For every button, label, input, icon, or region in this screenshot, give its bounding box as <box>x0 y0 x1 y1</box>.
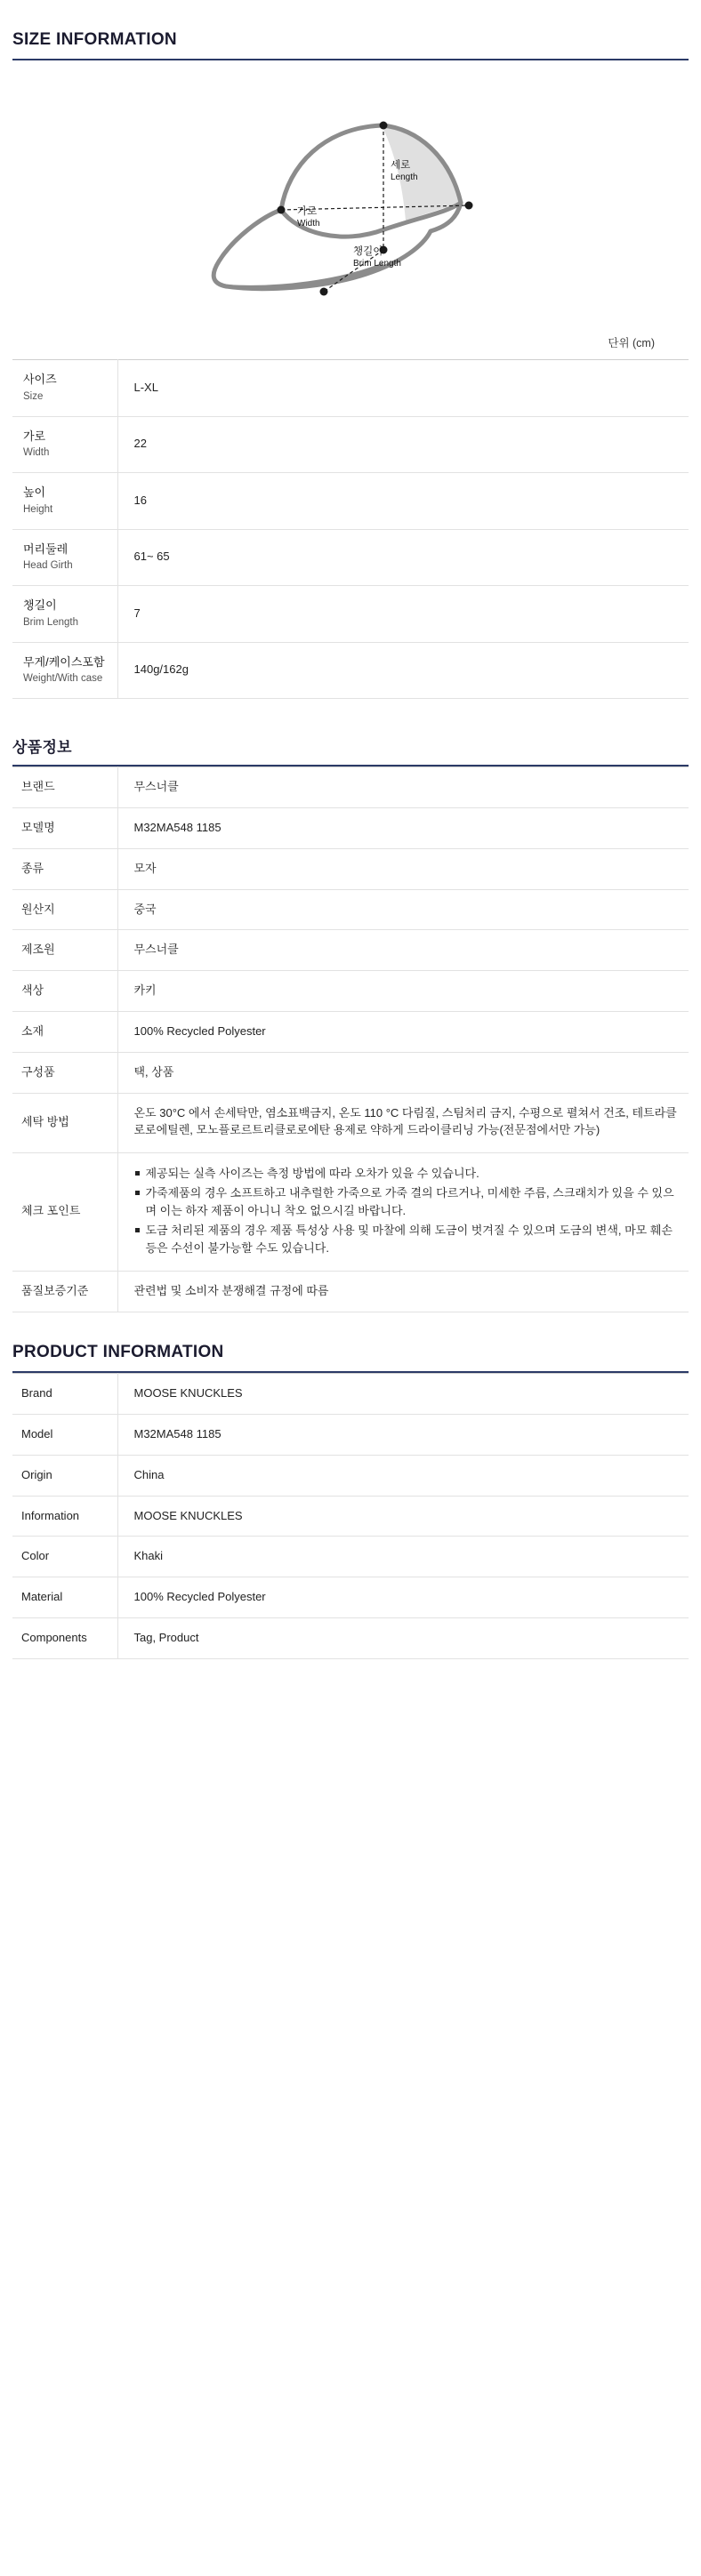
row-value: 모자 <box>117 848 689 889</box>
row-label: Color <box>12 1537 117 1577</box>
label-ko: 챙길이 <box>23 598 57 613</box>
row-label: Model <box>12 1414 117 1455</box>
table-row <box>12 1537 689 1577</box>
size-row-label <box>12 360 117 417</box>
svg-text:챙길이: 챙길이 <box>353 246 383 257</box>
table-row <box>12 848 689 889</box>
label-en: Head Girth <box>23 560 73 572</box>
row-label: 소재 <box>12 1012 117 1053</box>
row-value: China <box>117 1455 689 1496</box>
size-information-heading: SIZE INFORMATION <box>12 0 689 60</box>
product-information-heading: PRODUCT INFORMATION <box>12 1312 689 1373</box>
label-en: Size <box>23 390 44 402</box>
size-row-label <box>12 586 117 643</box>
row-value: MOOSE KNUCKLES <box>117 1374 689 1415</box>
size-row-label <box>12 642 117 699</box>
row-value: M32MA548 1185 <box>117 1414 689 1455</box>
table-row <box>12 1374 689 1415</box>
table-row <box>12 586 689 643</box>
table-row <box>12 1618 689 1659</box>
table-row <box>12 767 689 808</box>
label-ko: 사이즈 <box>23 373 57 386</box>
table-row <box>12 1414 689 1455</box>
row-value: 무스너클 <box>117 930 689 971</box>
size-row-value: 140g/162g <box>117 642 689 699</box>
svg-text:Length: Length <box>391 173 418 182</box>
row-label: 체크 포인트 <box>12 1152 117 1272</box>
size-table <box>12 359 689 699</box>
list-item: 제공되는 실측 사이즈는 측정 방법에 따라 오차가 있을 수 있습니다. <box>134 1165 679 1183</box>
row-value: 무스너클 <box>117 767 689 808</box>
row-value: 카키 <box>117 971 689 1012</box>
row-label: 원산지 <box>12 889 117 930</box>
wash-instructions: 온도 30°C 에서 손세탁만, 염소표백금지, 온도 110 °C 다림질, 스팀처리 금지, 수평으로 펼쳐서 건조, 테트라클로로에틸렌, 모노플로르트리클로로에탄 용제로 약하게 드라이클리닝 가능(전문점에서만 가능) <box>133 1105 677 1136</box>
table-row <box>12 1152 689 1272</box>
table-row <box>12 473 689 530</box>
table-row <box>12 930 689 971</box>
row-value: MOOSE KNUCKLES <box>117 1496 689 1537</box>
row-value: 100% Recycled Polyester <box>117 1577 689 1618</box>
size-row-value: 16 <box>117 473 689 530</box>
row-value: 관련법 및 소비자 분쟁해결 규정에 따름 <box>117 1272 689 1312</box>
label-ko: 높이 <box>23 486 46 500</box>
row-value: M32MA548 1185 <box>117 807 689 848</box>
table-row <box>12 971 689 1012</box>
row-label: 색상 <box>12 971 117 1012</box>
row-label: Origin <box>12 1455 117 1496</box>
svg-text:가로: 가로 <box>297 206 318 217</box>
label-ko: 머리둘레 <box>23 542 68 556</box>
table-row <box>12 360 689 417</box>
label-ko: 가로 <box>23 429 46 443</box>
svg-text:Width: Width <box>297 219 320 229</box>
table-row <box>12 889 689 930</box>
table-row <box>12 1272 689 1312</box>
cap-measurement-diagram <box>12 68 689 334</box>
row-label: 브랜드 <box>12 767 117 808</box>
table-row <box>12 416 689 473</box>
row-value: 중국 <box>117 889 689 930</box>
row-label: Information <box>12 1496 117 1537</box>
table-row <box>12 642 689 699</box>
size-row-label <box>12 416 117 473</box>
row-value: Khaki <box>117 1537 689 1577</box>
table-row <box>12 1012 689 1053</box>
row-label: 세탁 방법 <box>12 1093 117 1152</box>
label-en: Height <box>23 503 53 515</box>
size-row-value: 61~ 65 <box>117 529 689 586</box>
row-value: 택, 상품 <box>117 1053 689 1094</box>
product-info-ko-heading: 상품정보 <box>12 699 689 766</box>
list-item: 도금 처리된 제품의 경우 제품 특성상 사용 및 마찰에 의해 도금이 벗겨질 수 있으며 도금의 변색, 마모 훼손 등은 수선이 불가능할 수도 있습니다. <box>134 1222 679 1257</box>
check-point-list <box>134 1165 679 1258</box>
label-en: Brim Length <box>23 616 79 628</box>
cap-diagram-svg <box>164 68 537 334</box>
row-value <box>117 1093 689 1152</box>
table-row <box>12 1577 689 1618</box>
row-label: 모델명 <box>12 807 117 848</box>
row-label: Brand <box>12 1374 117 1415</box>
row-label: 품질보증기준 <box>12 1272 117 1312</box>
size-row-label <box>12 473 117 530</box>
size-row-label <box>12 529 117 586</box>
row-value: 100% Recycled Polyester <box>117 1012 689 1053</box>
table-row <box>12 1455 689 1496</box>
product-info-ko-table <box>12 766 689 1312</box>
label-en: Width <box>23 447 50 459</box>
svg-text:세로: 세로 <box>391 160 411 171</box>
row-label: 구성품 <box>12 1053 117 1094</box>
row-value <box>117 1152 689 1272</box>
row-label: Components <box>12 1618 117 1659</box>
row-label: 제조원 <box>12 930 117 971</box>
size-row-value: L-XL <box>117 360 689 417</box>
label-en: Weight/With case <box>23 673 103 685</box>
product-information-table <box>12 1373 689 1659</box>
size-row-value: 22 <box>117 416 689 473</box>
row-value: Tag, Product <box>117 1618 689 1659</box>
unit-note: 단위 (cm) <box>608 337 655 349</box>
size-row-value: 7 <box>117 586 689 643</box>
table-row <box>12 807 689 848</box>
table-row <box>12 1093 689 1152</box>
label-ko: 무게/케이스포함 <box>23 654 105 669</box>
list-item: 가죽제품의 경우 소프트하고 내추럴한 가죽으로 가죽 결의 다르거나, 미세한 주름, 스크래치가 있을 수 있으며 이는 하자 제품이 아니니 착오 없으시길 바랍니다. <box>134 1184 679 1220</box>
table-row <box>12 1053 689 1094</box>
row-label: Material <box>12 1577 117 1618</box>
row-label: 종류 <box>12 848 117 889</box>
table-row <box>12 1496 689 1537</box>
table-row <box>12 529 689 586</box>
svg-text:Brim Length: Brim Length <box>353 259 401 269</box>
